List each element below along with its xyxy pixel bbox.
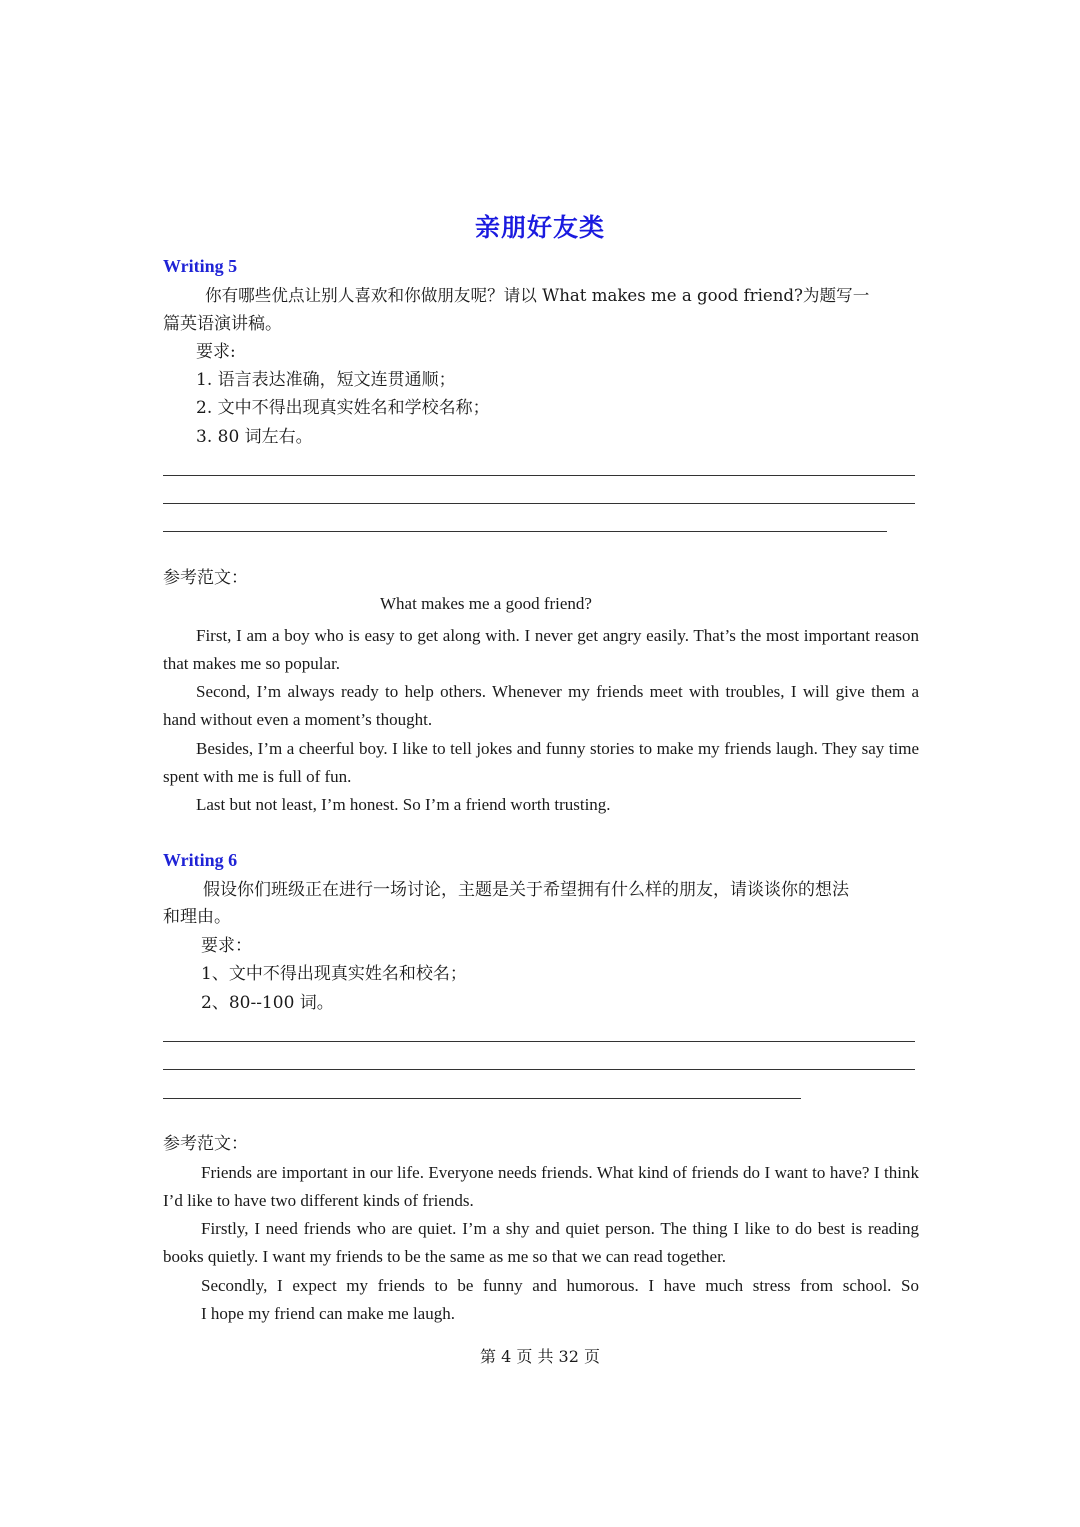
writing-6-paragraph-3-line-1: Secondly, I expect my friends to be funny and humorous. I have much stress from school. So	[201, 1276, 919, 1295]
writing-6-requirement-2: 2、80--100 词。	[201, 993, 334, 1013]
answer-line	[163, 1098, 801, 1099]
writing-5-paragraph-1: First, I am a boy who is easy to get along with. I never get angry easily. That’s the most important reason that makes me so popular.	[163, 626, 919, 674]
answer-line	[163, 1041, 915, 1042]
page-number-footer: 第 4 页 共 32 页	[480, 1347, 600, 1366]
writing-5-paragraph-4: Last but not least, I’m honest. So I’m a friend worth trusting.	[196, 795, 611, 814]
answer-line	[163, 503, 915, 504]
writing-5-heading: Writing 5	[163, 256, 238, 276]
writing-6-paragraph-3-line-2: I hope my friend can make me laugh.	[201, 1304, 455, 1323]
writing-5-paragraph-3: Besides, I’m a cheerful boy. I like to tell jokes and funny stories to make my friends laugh. They say time spent with me is full of fun.	[163, 739, 919, 787]
writing-6-requirements-label: 要求：	[201, 936, 252, 956]
answer-line	[163, 1069, 915, 1070]
writing-6-paragraph-2: Firstly, I need friends who are quiet. I’m a shy and quiet person. The thing I like to do best is reading books quietly. I want my friends to be the same as me so that we can read together.	[163, 1219, 919, 1267]
writing-5-essay-title: What makes me a good friend?	[380, 594, 592, 613]
writing-5-paragraph-2: Second, I’m always ready to help others. Whenever my friends meet with troubles, I will give them a hand without even a moment’s thought.	[163, 682, 919, 730]
writing-5-reference-label: 参考范文：	[163, 568, 248, 588]
writing-6-requirement-1: 1、文中不得出现真实姓名和校名；	[201, 964, 467, 984]
writing-6-prompt-line-2: 和理由。	[163, 907, 231, 927]
page-title: 亲朋好友类	[474, 213, 605, 242]
answer-line	[163, 475, 915, 476]
writing-6-prompt-line-1: 假设你们班级正在进行一场讨论，主题是关于希望拥有什么样的朋友，请谈谈你的想法	[203, 880, 849, 900]
answer-line	[163, 531, 887, 532]
writing-5-requirement-3: 3. 80 词左右。	[196, 427, 313, 447]
writing-5-requirement-1: 1. 语言表达准确，短文连贯通顺；	[196, 370, 456, 390]
writing-5-prompt-line-2: 篇英语演讲稿。	[163, 314, 282, 334]
writing-5-requirement-2: 2. 文中不得出现真实姓名和学校名称；	[196, 398, 490, 418]
writing-6-heading: Writing 6	[163, 850, 238, 870]
writing-5-prompt-line-1: 你有哪些优点让别人喜欢和你做朋友呢？请以 What makes me a good friend?为题写一	[205, 286, 870, 305]
writing-6-paragraph-1: Friends are important in our life. Everyone needs friends. What kind of friends do I want to have? I think I’d like to have two different kinds of friends.	[163, 1163, 919, 1211]
writing-5-requirements-label: 要求:	[196, 342, 236, 362]
writing-6-reference-label: 参考范文：	[163, 1134, 248, 1154]
